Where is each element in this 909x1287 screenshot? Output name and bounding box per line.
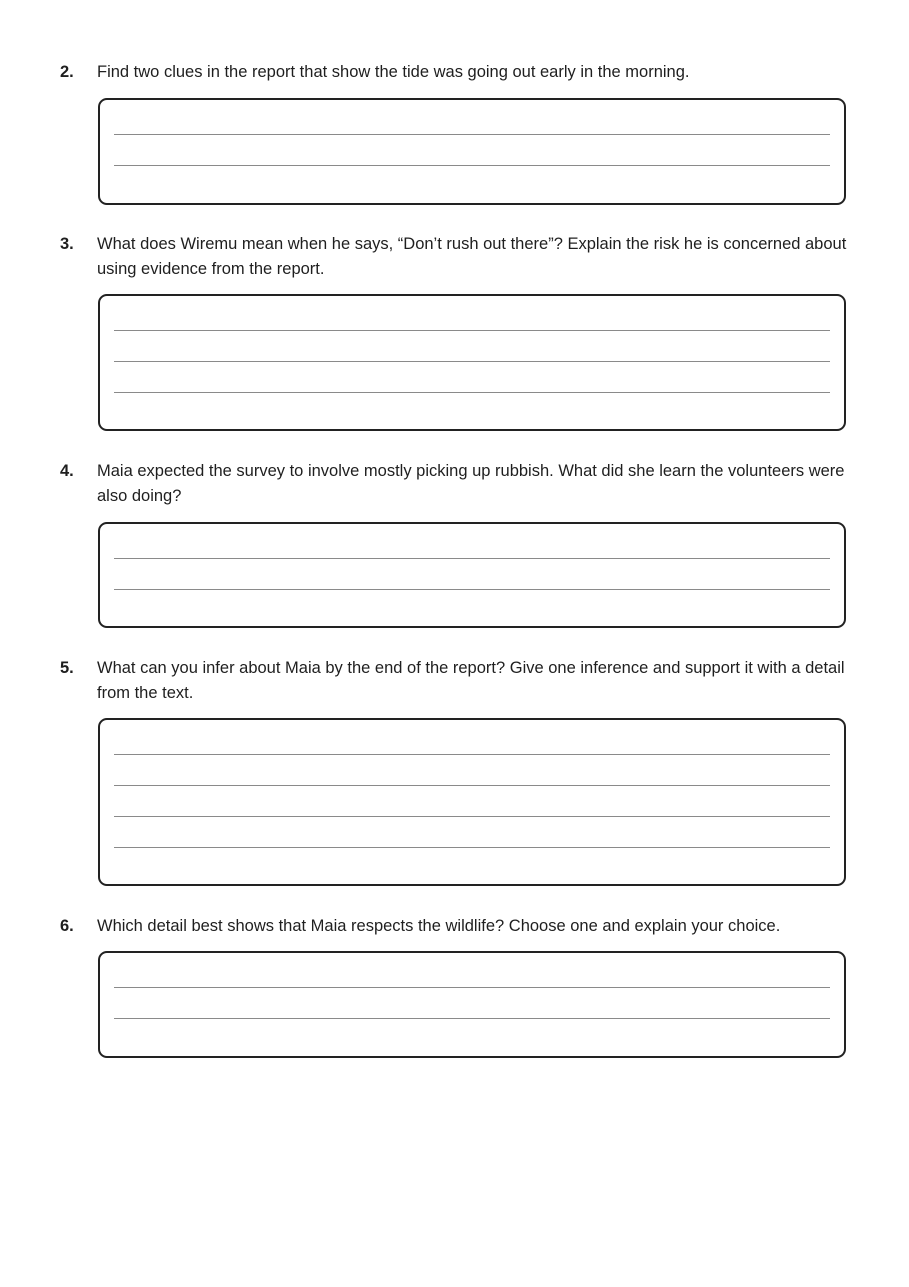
question-number: 6. [60, 917, 74, 935]
question-number: 4. [60, 462, 74, 480]
question-text: Which detail best shows that Maia respects the wildlife? Choose one and explain your choice. [97, 917, 781, 935]
question-text: Maia expected the survey to involve mostly picking up rubbish. What did she learn the volunteers were also doing? [97, 462, 845, 505]
answer-box[interactable] [98, 718, 846, 886]
question-text: What can you infer about Maia by the end of the report? Give one inference and support it with a detail from the text. [97, 659, 845, 702]
answer-box[interactable] [98, 98, 846, 205]
answer-line [114, 816, 830, 817]
answer-line [114, 361, 830, 362]
answer-line [114, 847, 830, 848]
question-text: Find two clues in the report that show the tide was going out early in the morning. [97, 63, 690, 81]
answer-box[interactable] [98, 951, 846, 1058]
answer-line [114, 589, 830, 590]
question-text: What does Wiremu mean when he says, “Don’t rush out there”? Explain the risk he is concerned about using evidence from the report. [97, 235, 847, 278]
answer-line [114, 392, 830, 393]
answer-box[interactable] [98, 522, 846, 628]
answer-line [114, 165, 830, 166]
answer-box[interactable] [98, 294, 846, 431]
answer-line [114, 558, 830, 559]
answer-line [114, 1018, 830, 1019]
question-number: 2. [60, 63, 74, 81]
answer-line [114, 754, 830, 755]
question-number: 5. [60, 659, 74, 677]
answer-line [114, 330, 830, 331]
answer-line [114, 134, 830, 135]
answer-line [114, 785, 830, 786]
answer-line [114, 987, 830, 988]
question-number: 3. [60, 235, 74, 253]
